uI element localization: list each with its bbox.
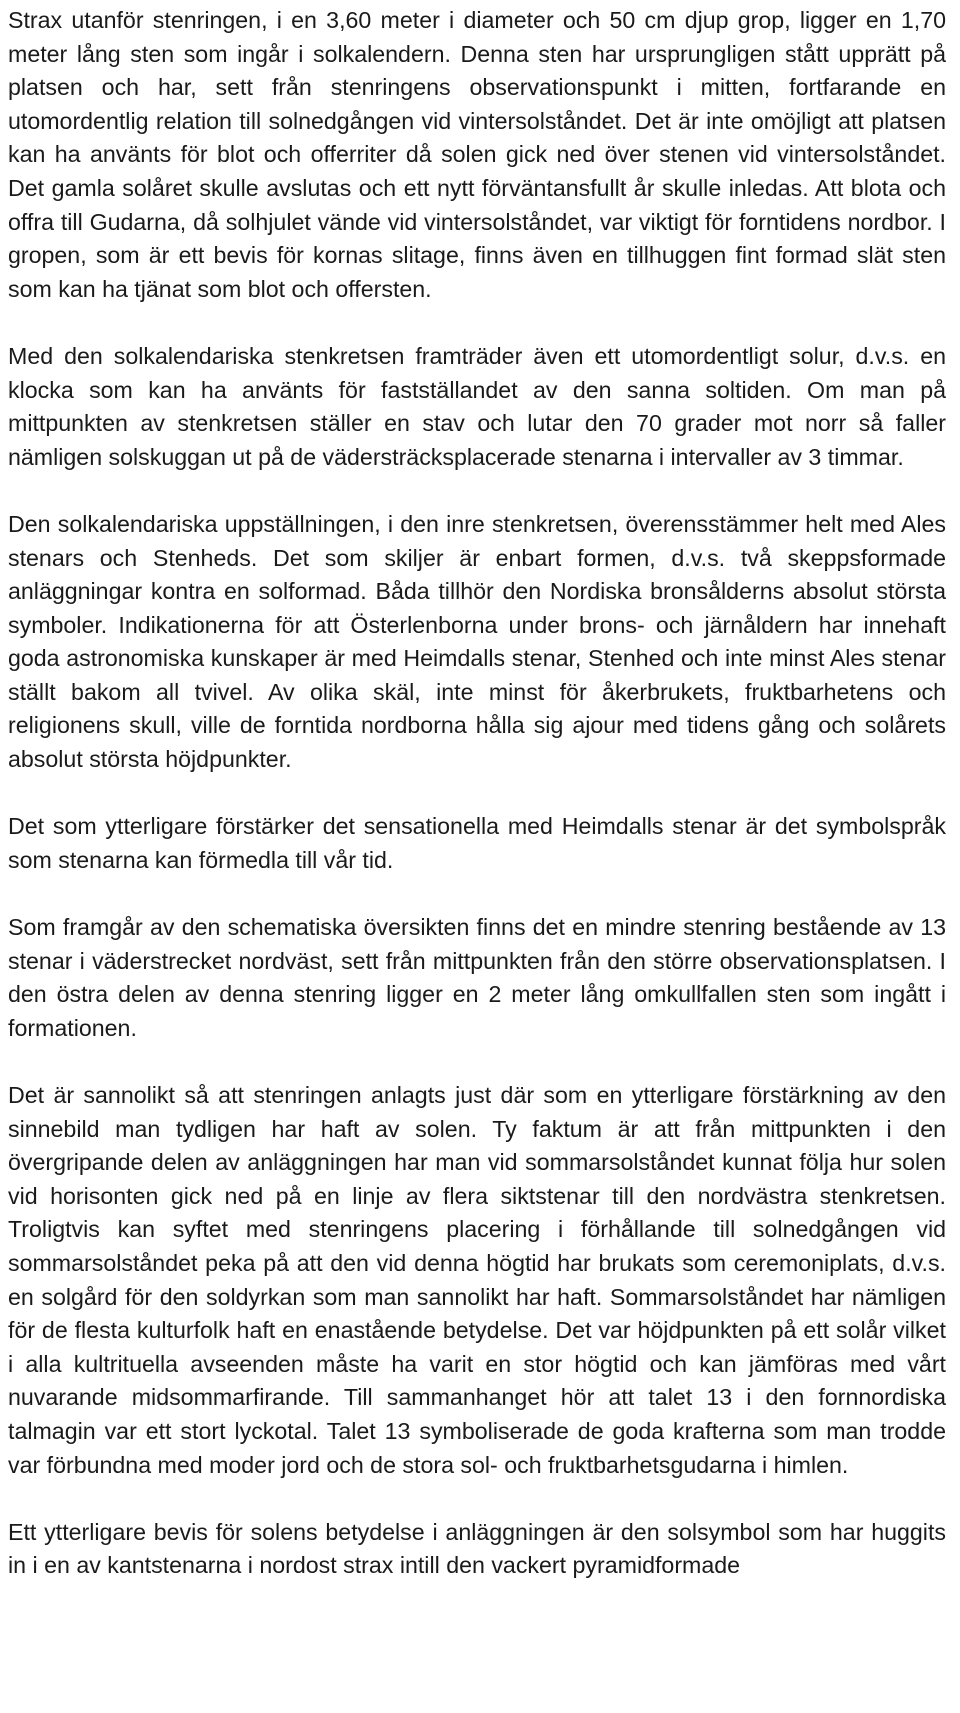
paragraph-summer-solstice: Det är sannolikt så att stenringen anlagts just där som en ytterligare förstärkning av den sinnebild man tydligen har haft av solen. Ty faktum är att från mittpunkten i den övergripande delen av anläggningen har man vid sommarsolståndet kunnat följa hur solen vid horisonten gick ned på en linje av flera siktstenar till den nordvästra stenkretsen. Troligtvis kan syftet med stenringens placering i förhållande till solnedgången vid sommarsolståndet peka på att den vid denna högtid har brukats som ceremoniplats, d.v.s. en solgård för den soldyrkan som man sannolikt har haft. Sommarsolståndet har nämligen för de flesta kulturfolk haft en enastående betydelse. Det var höjdpunkten på ett solår vilket i alla kultrituella avseenden måste ha varit en stor högtid och kan jämföras med vårt nuvarande midsommarfirande. Till sammanhanget hör att talet 13 i den fornnordiska talmagin var ett stort lyckotal. Talet 13 symboliserade de goda krafterna som man trodde var förbundna med moder jord och de stora sol- och fruktbarhetsgudarna i himlen.	[8, 1082, 946, 1478]
paragraph-stone-pit: Strax utanför stenringen, i en 3,60 meter i diameter och 50 cm djup grop, ligger en 1,70 meter lång sten som ingår i solkalendern. Denna sten har ursprungligen stått upprätt på platsen och har, sett från stenringens observationspunkt i mitten, fortfarande en utomordentlig relation till solnedgången vid vintersolståndet. Det är inte omöjligt att platsen kan ha använts för blot och offerriter då solen gick ned över stenen vid vintersolståndet. Det gamla solåret skulle avslutas och ett nytt förväntansfullt år skulle inledas. Att blota och offra till Gudarna, då solhjulet vände vid vintersolståndet, var viktigt för forntidens nordbor. I gropen, som är ett bevis för kornas slitage, finns även en tillhuggen fint formad slät sten som kan ha tjänat som blot och offersten.	[8, 7, 946, 302]
paragraph-symbolism: Det som ytterligare förstärker det sensationella med Heimdalls stenar är det symbolspråk som stenarna kan förmedla till vår tid.	[8, 813, 946, 873]
paragraph-sundial: Med den solkalendariska stenkretsen framträder även ett utomordentligt solur, d.v.s. en klocka som kan ha använts för fastställandet av den sanna soltiden. Om man på mittpunkten av stenkretsen ställer en stav och lutar den 70 grader mot norr så faller nämligen solskuggan ut på de vädersträcksplacerade stenarna i intervaller av 3 timmar.	[8, 342, 946, 470]
paragraph-small-stone-ring: Som framgår av den schematiska översikten finns det en mindre stenring bestående av 13 stenar i väderstrecket nordväst, sett från mittpunkten från den större observationsplatsen. I den östra delen av denna stenring ligger en 2 meter lång omkullfallen sten som ingått i formationen.	[8, 914, 946, 1041]
paragraph-sun-symbol: Ett ytterligare bevis för solens betydelse i anläggningen är den solsymbol som har huggits in i en av kantstenarna i nordost strax intill den vackert pyramidformade	[8, 1518, 946, 1579]
paragraph-solar-calendar-comparison: Den solkalendariska uppställningen, i den inre stenkretsen, överensstämmer helt med Ales stenars och Stenheds. Det som skiljer är enbart formen, d.v.s. två skeppsformade anläggningar kontra en solformad. Båda tillhör den Nordiska bronsålderns absolut största symboler. Indikationerna för att Österlenborna under brons- och järnåldern har innehaft goda astronomiska kunskaper är med Heimdalls stenar, Stenhed och inte minst Ales stenar ställt bakom all tvivel. Av olika skäl, inte minst för åkerbrukets, fruktbarhetens och religionens skull, ville de forntida nordborna hålla sig ajour med tidens gång och solårets absolut största höjdpunkter.	[8, 510, 946, 773]
